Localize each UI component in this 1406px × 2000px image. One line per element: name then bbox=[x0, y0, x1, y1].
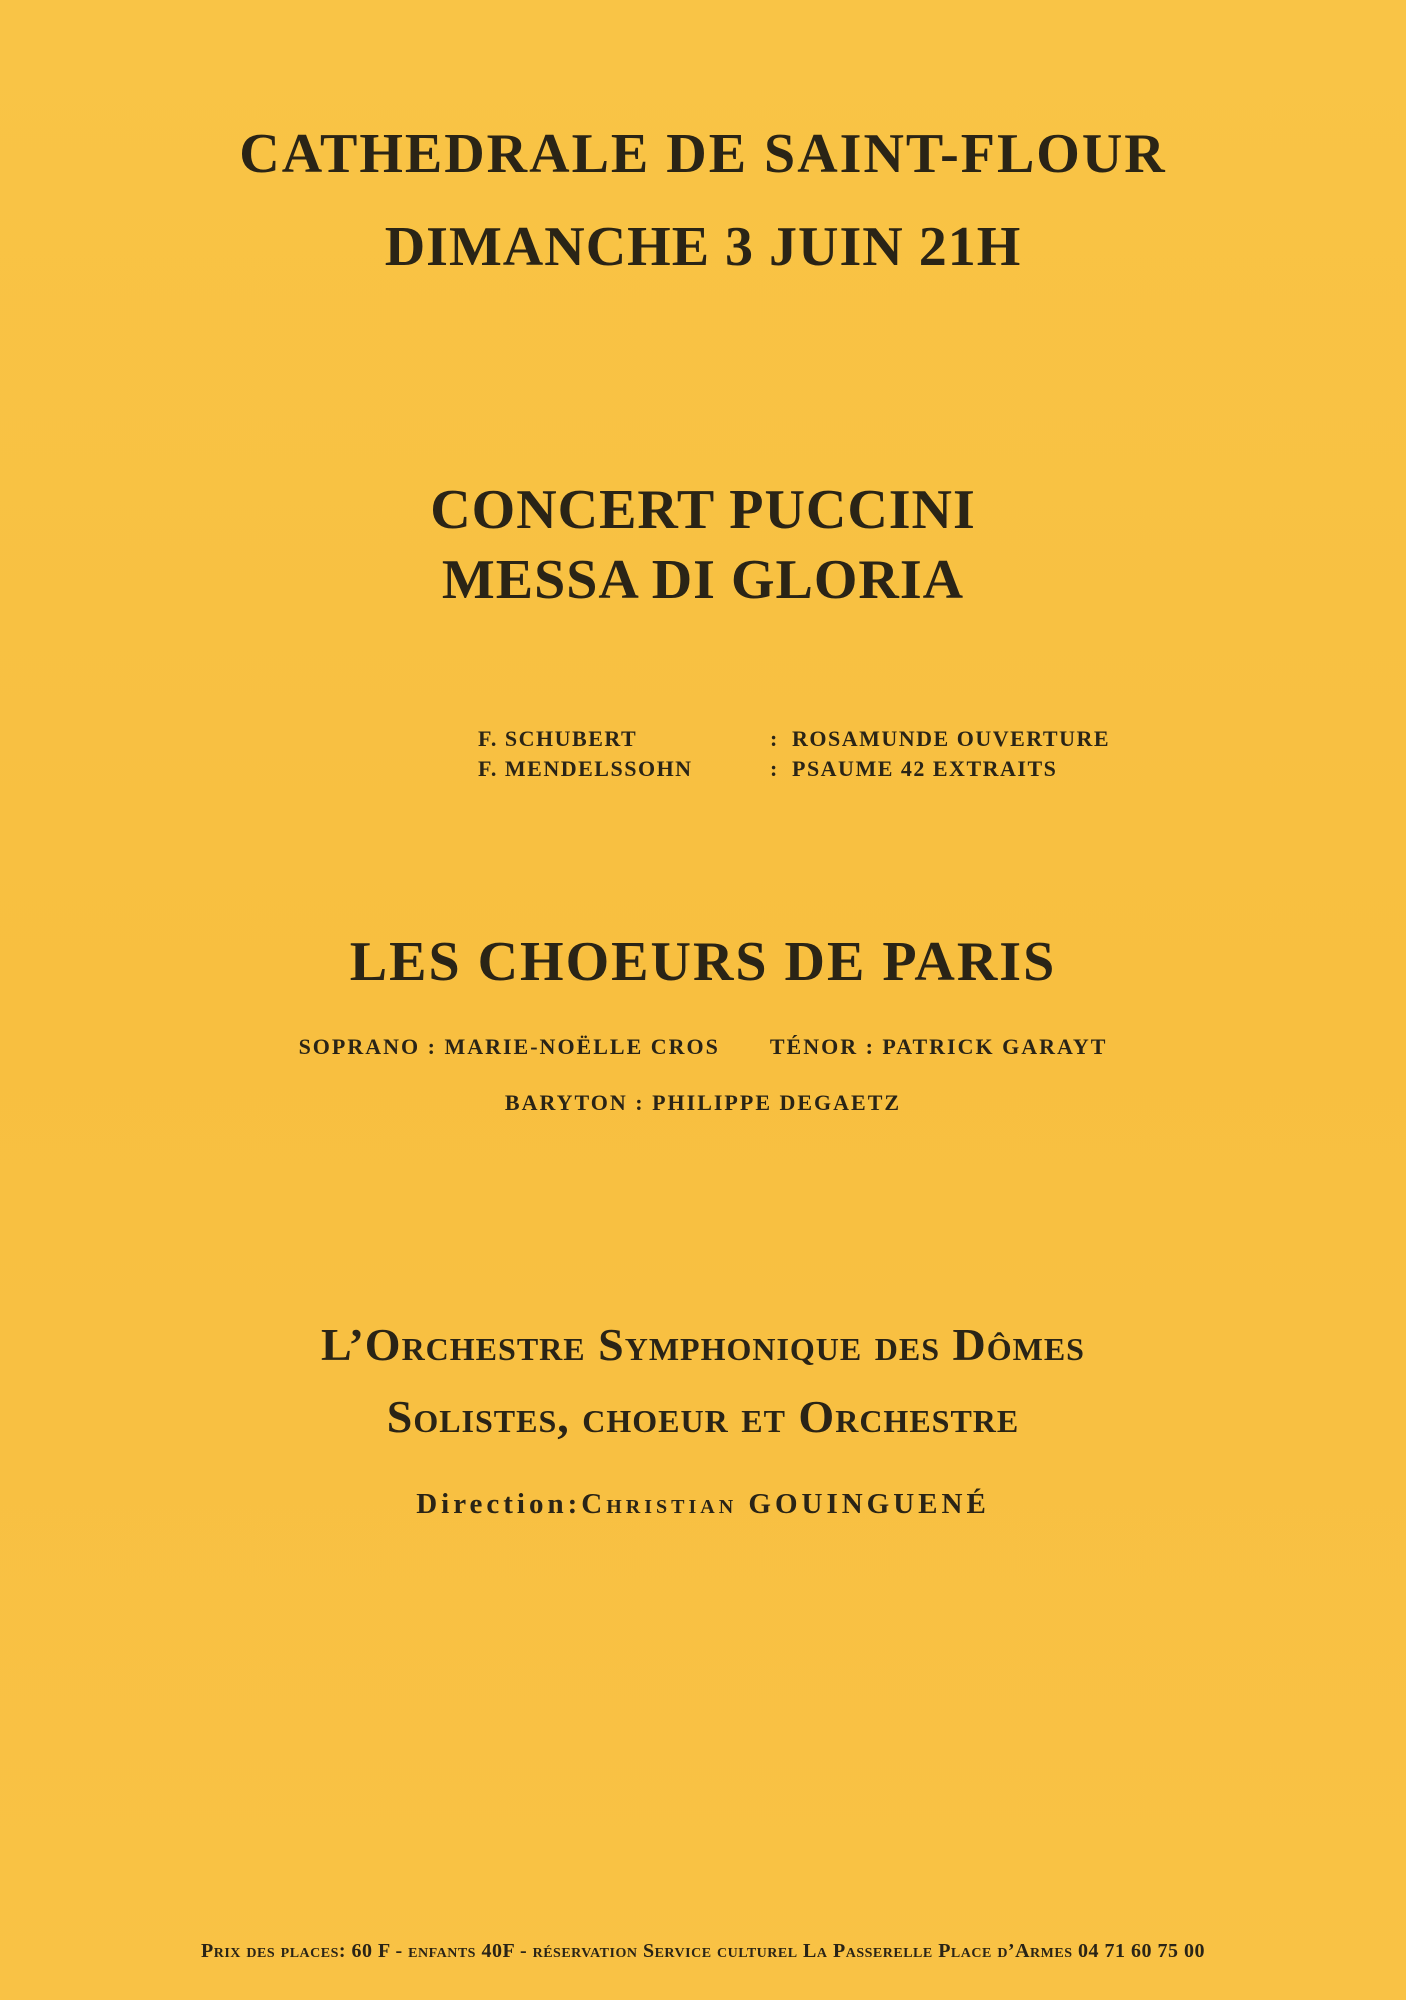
orchestra-name: L’Orchestre Symphonique des Dômes bbox=[321, 1319, 1085, 1370]
work-composer: F. MENDELSSOHN bbox=[478, 756, 693, 781]
concert-subtitle: MESSA DI GLORIA bbox=[441, 549, 965, 611]
orchestra-subtitle: Solistes, choeur et Orchestre bbox=[386, 1391, 1020, 1442]
work-piece: ROSAMUNDE OUVERTURE bbox=[792, 726, 1111, 751]
footer-info: Prix des places: 60 F - enfants 40F - réservation Service culturel La Passerelle Place d’Armes 04 71 60 75 00 bbox=[201, 1940, 1205, 1962]
venue-title: CATHEDRALE DE SAINT-FLOUR bbox=[239, 123, 1167, 185]
work-separator: : bbox=[770, 756, 779, 781]
soloist-soprano: SOPRANO : MARIE-NOËLLE CROS bbox=[298, 1034, 720, 1059]
direction-label: Direction: bbox=[416, 1488, 582, 1520]
choir-name: LES CHOEURS DE PARIS bbox=[349, 931, 1057, 993]
work-row bbox=[478, 756, 1110, 786]
works-list bbox=[478, 726, 1110, 786]
conductor-first-name: Christian bbox=[581, 1488, 738, 1520]
soloist-baryton: BARYTON : PHILIPPE DEGAETZ bbox=[504, 1090, 902, 1115]
work-separator: : bbox=[770, 726, 779, 751]
soloist-tenor: TÉNOR : PATRICK GARAYT bbox=[769, 1034, 1108, 1059]
conductor-last-name: GOUINGUENÉ bbox=[748, 1488, 990, 1520]
event-date: DIMANCHE 3 JUIN 21H bbox=[384, 216, 1022, 278]
concert-title: CONCERT PUCCINI bbox=[430, 479, 976, 541]
work-composer: F. SCHUBERT bbox=[478, 726, 638, 751]
direction-line bbox=[0, 1488, 1406, 1521]
work-piece: PSAUME 42 EXTRAITS bbox=[792, 756, 1058, 781]
soloists-row bbox=[0, 1034, 1406, 1060]
work-row bbox=[478, 726, 1110, 756]
